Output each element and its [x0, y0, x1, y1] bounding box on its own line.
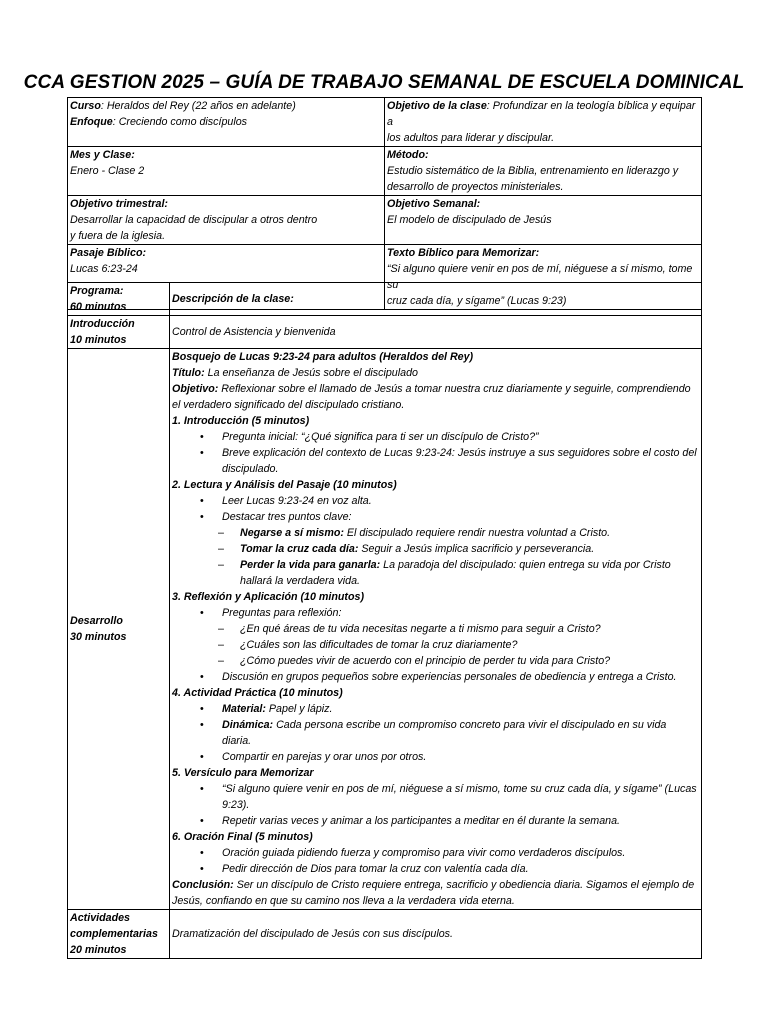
- list-item-label: Dinámica:: [222, 719, 274, 731]
- metodo-value-2: desarrollo de proyectos ministeriales.: [387, 181, 564, 193]
- metodo-label: Método:: [387, 149, 429, 161]
- sub-list-item-text: ¿Cómo puedes vivir de acuerdo con el principio de perder tu vida para Cristo?: [240, 655, 611, 667]
- bullet-icon: •: [200, 847, 204, 859]
- sub-list-item-label: Negarse a sí mismo:: [240, 527, 344, 539]
- sub-list-item-label: Perder la vida para ganarla:: [240, 559, 381, 571]
- list-item-text: Breve explicación del contexto de Lucas 9:23-24: Jesús instruye a sus seguidores sobre el costo del: [222, 447, 697, 459]
- curso-value: : Heraldos del Rey (22 años en adelante): [100, 100, 296, 112]
- list-item: [172, 445, 699, 477]
- header-table: [67, 97, 702, 310]
- list-item: [172, 717, 699, 749]
- list-item-text: “Si alguno quiere venir en pos de mí, niéguese a sí mismo, tome su cruz cada día, y sígame” (Lucas: [222, 783, 697, 795]
- introduccion-text-cell: [170, 316, 702, 349]
- objetivo-value: Reflexionar sobre el llamado de Jesús a tomar nuestra cruz diariamente y seguirle, comprendiendo: [218, 383, 691, 395]
- memorizar-value: “Si alguno quiere venir en pos de mí, niéguese a sí mismo, tome su: [387, 263, 693, 291]
- objetivo-line: [172, 381, 699, 397]
- introduccion-duration: 10 minutos: [70, 334, 127, 346]
- actividades-label-2: complementarias: [70, 928, 158, 940]
- list-item-text: Preguntas para reflexión:: [222, 607, 342, 619]
- list-item: [172, 509, 699, 525]
- introduccion-label: Introducción: [70, 318, 135, 330]
- mes-value: Enero - Clase 2: [70, 165, 145, 177]
- curso-label: Curso: [70, 100, 101, 112]
- sub-list-item-text: Seguir a Jesús implica sacrificio y perseverancia.: [358, 543, 595, 555]
- list-item: [172, 605, 699, 621]
- document-title: CCA GESTION 2025 – GUÍA DE TRABAJO SEMANAL DE ESCUELA DOMINICAL: [23, 72, 745, 93]
- enfoque-label: Enfoque: [70, 116, 113, 128]
- sub-list-item: [172, 621, 699, 637]
- metodo-value: Estudio sistemático de la Biblia, entrenamiento en liderazgo y: [387, 165, 679, 177]
- dash-icon: –: [218, 527, 224, 539]
- actividades-text: Dramatización del discipulado de Jesús con sus discípulos.: [172, 928, 453, 940]
- memorizar-label: Texto Bíblico para Memorizar:: [387, 247, 540, 259]
- sub-list-item-text: hallará la verdadera vida.: [240, 575, 361, 587]
- section-6-title: 6. Oración Final (5 minutos): [172, 831, 313, 843]
- sub-list-item: [172, 541, 699, 557]
- dash-icon: –: [218, 655, 224, 667]
- list-item: [172, 845, 699, 861]
- list-item-text: Discusión en grupos pequeños sobre experiencias personales de obediencia y entrega a Cristo.: [222, 671, 677, 683]
- programa-label-cell: [68, 283, 170, 316]
- enfoque-value: : Creciendo como discípulos: [112, 116, 248, 128]
- actividades-duration: 20 minutos: [70, 944, 127, 956]
- list-item: [172, 813, 699, 829]
- program-table: [67, 282, 702, 959]
- conclusion-value: Ser un discípulo de Cristo requiere entrega, sacrificio y obediencia diaria. Sigamos el ejemplo de: [233, 879, 695, 891]
- section-2-title: 2. Lectura y Análisis del Pasaje (10 minutos): [172, 479, 397, 491]
- objetivo-clase-value-2: los adultos para liderar y discipular.: [387, 132, 555, 144]
- section-4-title: 4. Actividad Práctica (10 minutos): [172, 687, 343, 699]
- pasaje-value: Lucas 6:23-24: [70, 263, 138, 275]
- sub-list-item-label: Tomar la cruz cada día:: [240, 543, 359, 555]
- list-item-text: Pedir dirección de Dios para tomar la cruz con valentía cada día.: [222, 863, 529, 875]
- sub-list-item: [172, 525, 699, 541]
- list-item: [172, 669, 699, 685]
- conclusion-label: Conclusión:: [172, 879, 234, 891]
- programa-label: Programa:: [70, 285, 124, 297]
- desarrollo-label: Desarrollo: [70, 615, 123, 627]
- sub-list-item-text: El discipulado requiere rendir nuestra voluntad a Cristo.: [343, 527, 611, 539]
- list-item-text: diaria.: [222, 735, 252, 747]
- conclusion-line: [172, 877, 699, 893]
- list-item: [172, 701, 699, 717]
- list-item-text: Destacar tres puntos clave:: [222, 511, 352, 523]
- objetivo-semanal-cell: [385, 196, 702, 245]
- pasaje-label: Pasaje Bíblico:: [70, 247, 147, 259]
- trimestral-label: Objetivo trimestral:: [70, 198, 168, 210]
- dash-icon: –: [218, 623, 224, 635]
- dash-icon: –: [218, 639, 224, 651]
- bullet-icon: •: [200, 719, 204, 731]
- trimestral-value: Desarrollar la capacidad de discipular a otros dentro: [70, 214, 318, 226]
- metodo-cell: [385, 147, 702, 196]
- semanal-label: Objetivo Semanal:: [387, 198, 481, 210]
- section-1-title: 1. Introducción (5 minutos): [172, 415, 310, 427]
- bullet-icon: •: [200, 751, 204, 763]
- sub-list-item: [172, 557, 699, 589]
- curso-cell: [68, 98, 385, 147]
- mes-label: Mes y Clase:: [70, 149, 135, 161]
- sub-list-item-text: La paradoja del discipulado: quien entrega su vida por Cristo: [380, 559, 671, 571]
- bullet-icon: •: [200, 511, 204, 523]
- bullet-icon: •: [200, 447, 204, 459]
- bullet-icon: •: [200, 495, 204, 507]
- list-item: [172, 749, 699, 765]
- bullet-icon: •: [200, 607, 204, 619]
- list-item-text: Leer Lucas 9:23-24 en voz alta.: [222, 495, 372, 507]
- bullet-icon: •: [200, 783, 204, 795]
- desarrollo-content-cell: [170, 349, 702, 910]
- list-item: [172, 493, 699, 509]
- sub-list-item-text: ¿Cuáles son las dificultades de tomar la cruz diariamente?: [240, 639, 518, 651]
- trimestral-value-2: y fuera de la iglesia.: [70, 230, 166, 242]
- bullet-icon: •: [200, 815, 204, 827]
- objetivo-clase-value: : Profundizar en la teología bíblica y equipar a: [387, 100, 696, 128]
- objetivo-line-2: el verdadero significado del discipulado cristiano.: [172, 399, 405, 411]
- dash-icon: –: [218, 543, 224, 555]
- bullet-icon: •: [200, 863, 204, 875]
- descripcion-header-cell: [170, 283, 702, 316]
- list-item: [172, 429, 699, 445]
- list-item-text: Oración guiada pidiendo fuerza y compromiso para vivir como verdaderos discípulos.: [222, 847, 626, 859]
- bullet-icon: •: [200, 703, 204, 715]
- objetivo-clase-cell: [385, 98, 702, 147]
- actividades-label-cell: [68, 910, 170, 959]
- sub-list-item: [172, 637, 699, 653]
- objetivo-label: Objetivo:: [172, 383, 219, 395]
- mes-clase-cell: [68, 147, 385, 196]
- titulo-value: La enseñanza de Jesús sobre el discipulado: [204, 367, 418, 379]
- list-item-text: 9:23).: [222, 799, 250, 811]
- bullet-icon: •: [200, 671, 204, 683]
- programa-duration: 60 minutos: [70, 301, 127, 313]
- sub-list-item: [172, 653, 699, 669]
- list-item: [172, 861, 699, 877]
- desarrollo-duration: 30 minutos: [70, 631, 127, 643]
- semanal-value: El modelo de discipulado de Jesús: [387, 214, 552, 226]
- list-item: [172, 781, 699, 813]
- introduccion-text: Control de Asistencia y bienvenida: [172, 326, 336, 338]
- memorizar-value-2: cruz cada día, y sígame” (Lucas 9:23): [387, 295, 567, 307]
- actividades-label: Actividades: [70, 912, 130, 924]
- list-item-label: Material:: [222, 703, 266, 715]
- objetivo-trimestral-cell: [68, 196, 385, 245]
- conclusion-line-2: Jesús, confiando en que su camino nos lleva a la verdadera vida eterna.: [172, 895, 515, 907]
- desarrollo-label-cell: [68, 349, 170, 910]
- bosquejo-heading: Bosquejo de Lucas 9:23-24 para adultos (Heraldos del Rey): [172, 351, 474, 363]
- list-item-text: Compartir en parejas y orar unos por otros.: [222, 751, 427, 763]
- list-item-text: Pregunta inicial: “¿Qué significa para ti ser un discípulo de Cristo?”: [222, 431, 539, 443]
- actividades-text-cell: [170, 910, 702, 959]
- objetivo-clase-label: Objetivo de la clase: [387, 100, 487, 112]
- descripcion-label: Descripción de la clase:: [172, 293, 294, 305]
- section-3-title: 3. Reflexión y Aplicación (10 minutos): [172, 591, 365, 603]
- list-item-text: discipulado.: [222, 463, 279, 475]
- introduccion-label-cell: [68, 316, 170, 349]
- titulo-line: [172, 365, 699, 381]
- list-item-text: Papel y lápiz.: [265, 703, 333, 715]
- bullet-icon: •: [200, 431, 204, 443]
- section-5-title: 5. Versículo para Memorizar: [172, 767, 314, 779]
- list-item-text: Cada persona escribe un compromiso concreto para vivir el discipulado en su vida: [273, 719, 667, 731]
- dash-icon: –: [218, 559, 224, 571]
- titulo-label: Título:: [172, 367, 205, 379]
- sub-list-item-text: ¿En qué áreas de tu vida necesitas negarte a ti mismo para seguir a Cristo?: [240, 623, 601, 635]
- list-item-text: Repetir varias veces y animar a los participantes a meditar en él durante la semana.: [222, 815, 621, 827]
